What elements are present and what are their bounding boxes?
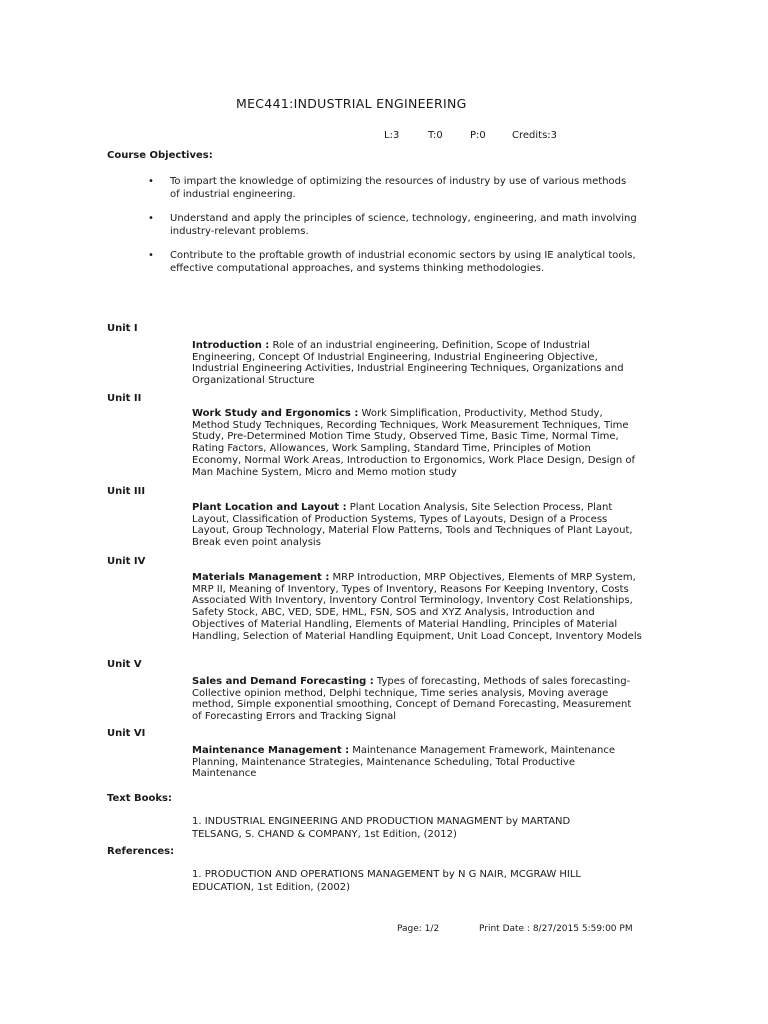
unit-4-topic: Materials Management : (192, 572, 330, 583)
unit-6-content: Maintenance Management Framework, Maintenance Planning, Maintenance Strategies, Maintenance Scheduling, Total Productive Maintenance (192, 745, 616, 780)
unit-3-body (192, 502, 642, 549)
unit-6-label: Unit VI (107, 728, 146, 739)
unit-1-body (192, 340, 642, 387)
unit-2-content: Work Simplification, Productivity, Method Study, Method Study Techniques, Recording Techniques, Work Measurement Techniques, Time Study, Pre-Determined Motion Time Study, Observed Time, Basic Time, Normal Time, Rating Factors, Allowances, Work Sampling, Standard Time, Principles of Motion Economy, Normal Work Areas, Introduction to Ergonomics, Work Place Design, Design of Man Machine System, Micro and Memo motion study (192, 408, 636, 478)
unit-5-body (192, 676, 642, 723)
unit-2-topic: Work Study and Ergonomics : (192, 408, 359, 419)
credits-row (384, 130, 557, 142)
lecture-hours: L:3 (384, 130, 400, 141)
unit-3-topic: Plant Location and Layout : (192, 502, 347, 513)
unit-6-body (192, 745, 642, 780)
objectives-heading: Course Objectives: (107, 150, 213, 161)
unit-1-content: Role of an industrial engineering, Definition, Scope of Industrial Engineering, Concept Of Industrial Engineering, Industrial Engineering Objective, Industrial Engineering Activities, Industrial Engineering Techniques, Organizations and Organizational Structure (192, 340, 624, 387)
credits-value: Credits:3 (512, 130, 558, 141)
unit-3-label: Unit III (107, 486, 146, 497)
objective-text: Understand and apply the principles of science, technology, engineering, and math involving industry-relevant problems. (170, 213, 637, 237)
objective-text: Contribute to the proftable growth of industrial economic sectors by using IE analytical tools, effective computational approaches, and systems thinking methodologies. (170, 250, 636, 274)
tutorial-hours: T:0 (428, 130, 443, 141)
reference-item: 1. PRODUCTION AND OPERATIONS MANAGEMENT by N G NAIR, MCGRAW HILL EDUCATION, 1st Edition, (2002) (192, 869, 581, 893)
unit-2-body (192, 408, 642, 478)
unit-5-label: Unit V (107, 659, 142, 670)
bullet-icon: • (148, 250, 154, 261)
list-item (148, 249, 638, 275)
unit-2-label: Unit II (107, 393, 142, 404)
unit-1-label: Unit I (107, 323, 138, 334)
unit-4-content: MRP Introduction, MRP Objectives, Elements of MRP System, MRP II, Meaning of Inventory, Types of Inventory, Reasons For Keeping Inventory, Costs Associated With Inventory, Inventory Control Terminology, Inventory Cost Relationships, Safety Stock, ABC, VED, SDE, HML, FSN, SOS and XYZ Analysis, Introduction and Objectives of Material Handling, Elements of Material Handling, Principles of Material Handling, Selection of Material Handling Equipment, Unit Load Concept, Inventory Models (192, 572, 642, 642)
bullet-icon: • (148, 213, 154, 224)
print-date: Print Date : 8/27/2015 5:59:00 PM (479, 924, 633, 934)
textbooks-heading: Text Books: (107, 793, 172, 804)
objective-text: To impart the knowledge of optimizing the resources of industry by use of various methods of industrial engineering. (170, 176, 627, 200)
unit-5-content: Types of forecasting, Methods of sales forecasting-Collective opinion method, Delphi technique, Time series analysis, Moving average method, Simple exponential smoothing, Concept of Demand Forecasting, Measurement of Forecasting Errors and Tracking Signal (192, 676, 632, 723)
references-heading: References: (107, 846, 175, 857)
page-number: Page: 1/2 (397, 924, 440, 934)
objectives-list (148, 175, 638, 286)
unit-1-topic: Introduction : (192, 340, 270, 351)
bullet-icon: • (148, 176, 154, 187)
unit-4-label: Unit IV (107, 556, 146, 567)
list-item (148, 212, 638, 238)
textbook-item: 1. INDUSTRIAL ENGINEERING AND PRODUCTION MANAGMENT by MARTAND TELSANG, S. CHAND & COMPANY, 1st Edition, (2012) (192, 816, 571, 840)
list-item (148, 175, 638, 201)
unit-4-body (192, 572, 642, 642)
course-title: MEC441:INDUSTRIAL ENGINEERING (236, 96, 467, 111)
unit-6-topic: Maintenance Management : (192, 745, 350, 756)
unit-5-topic: Sales and Demand Forecasting : (192, 676, 374, 687)
unit-3-content: Plant Location Analysis, Site Selection Process, Plant Layout, Classification of Production Systems, Types of Layouts, Design of a Process Layout, Group Technology, Material Flow Patterns, Tools and Techniques of Plant Layout, Break even point analysis (192, 502, 633, 549)
practical-hours: P:0 (470, 130, 486, 141)
